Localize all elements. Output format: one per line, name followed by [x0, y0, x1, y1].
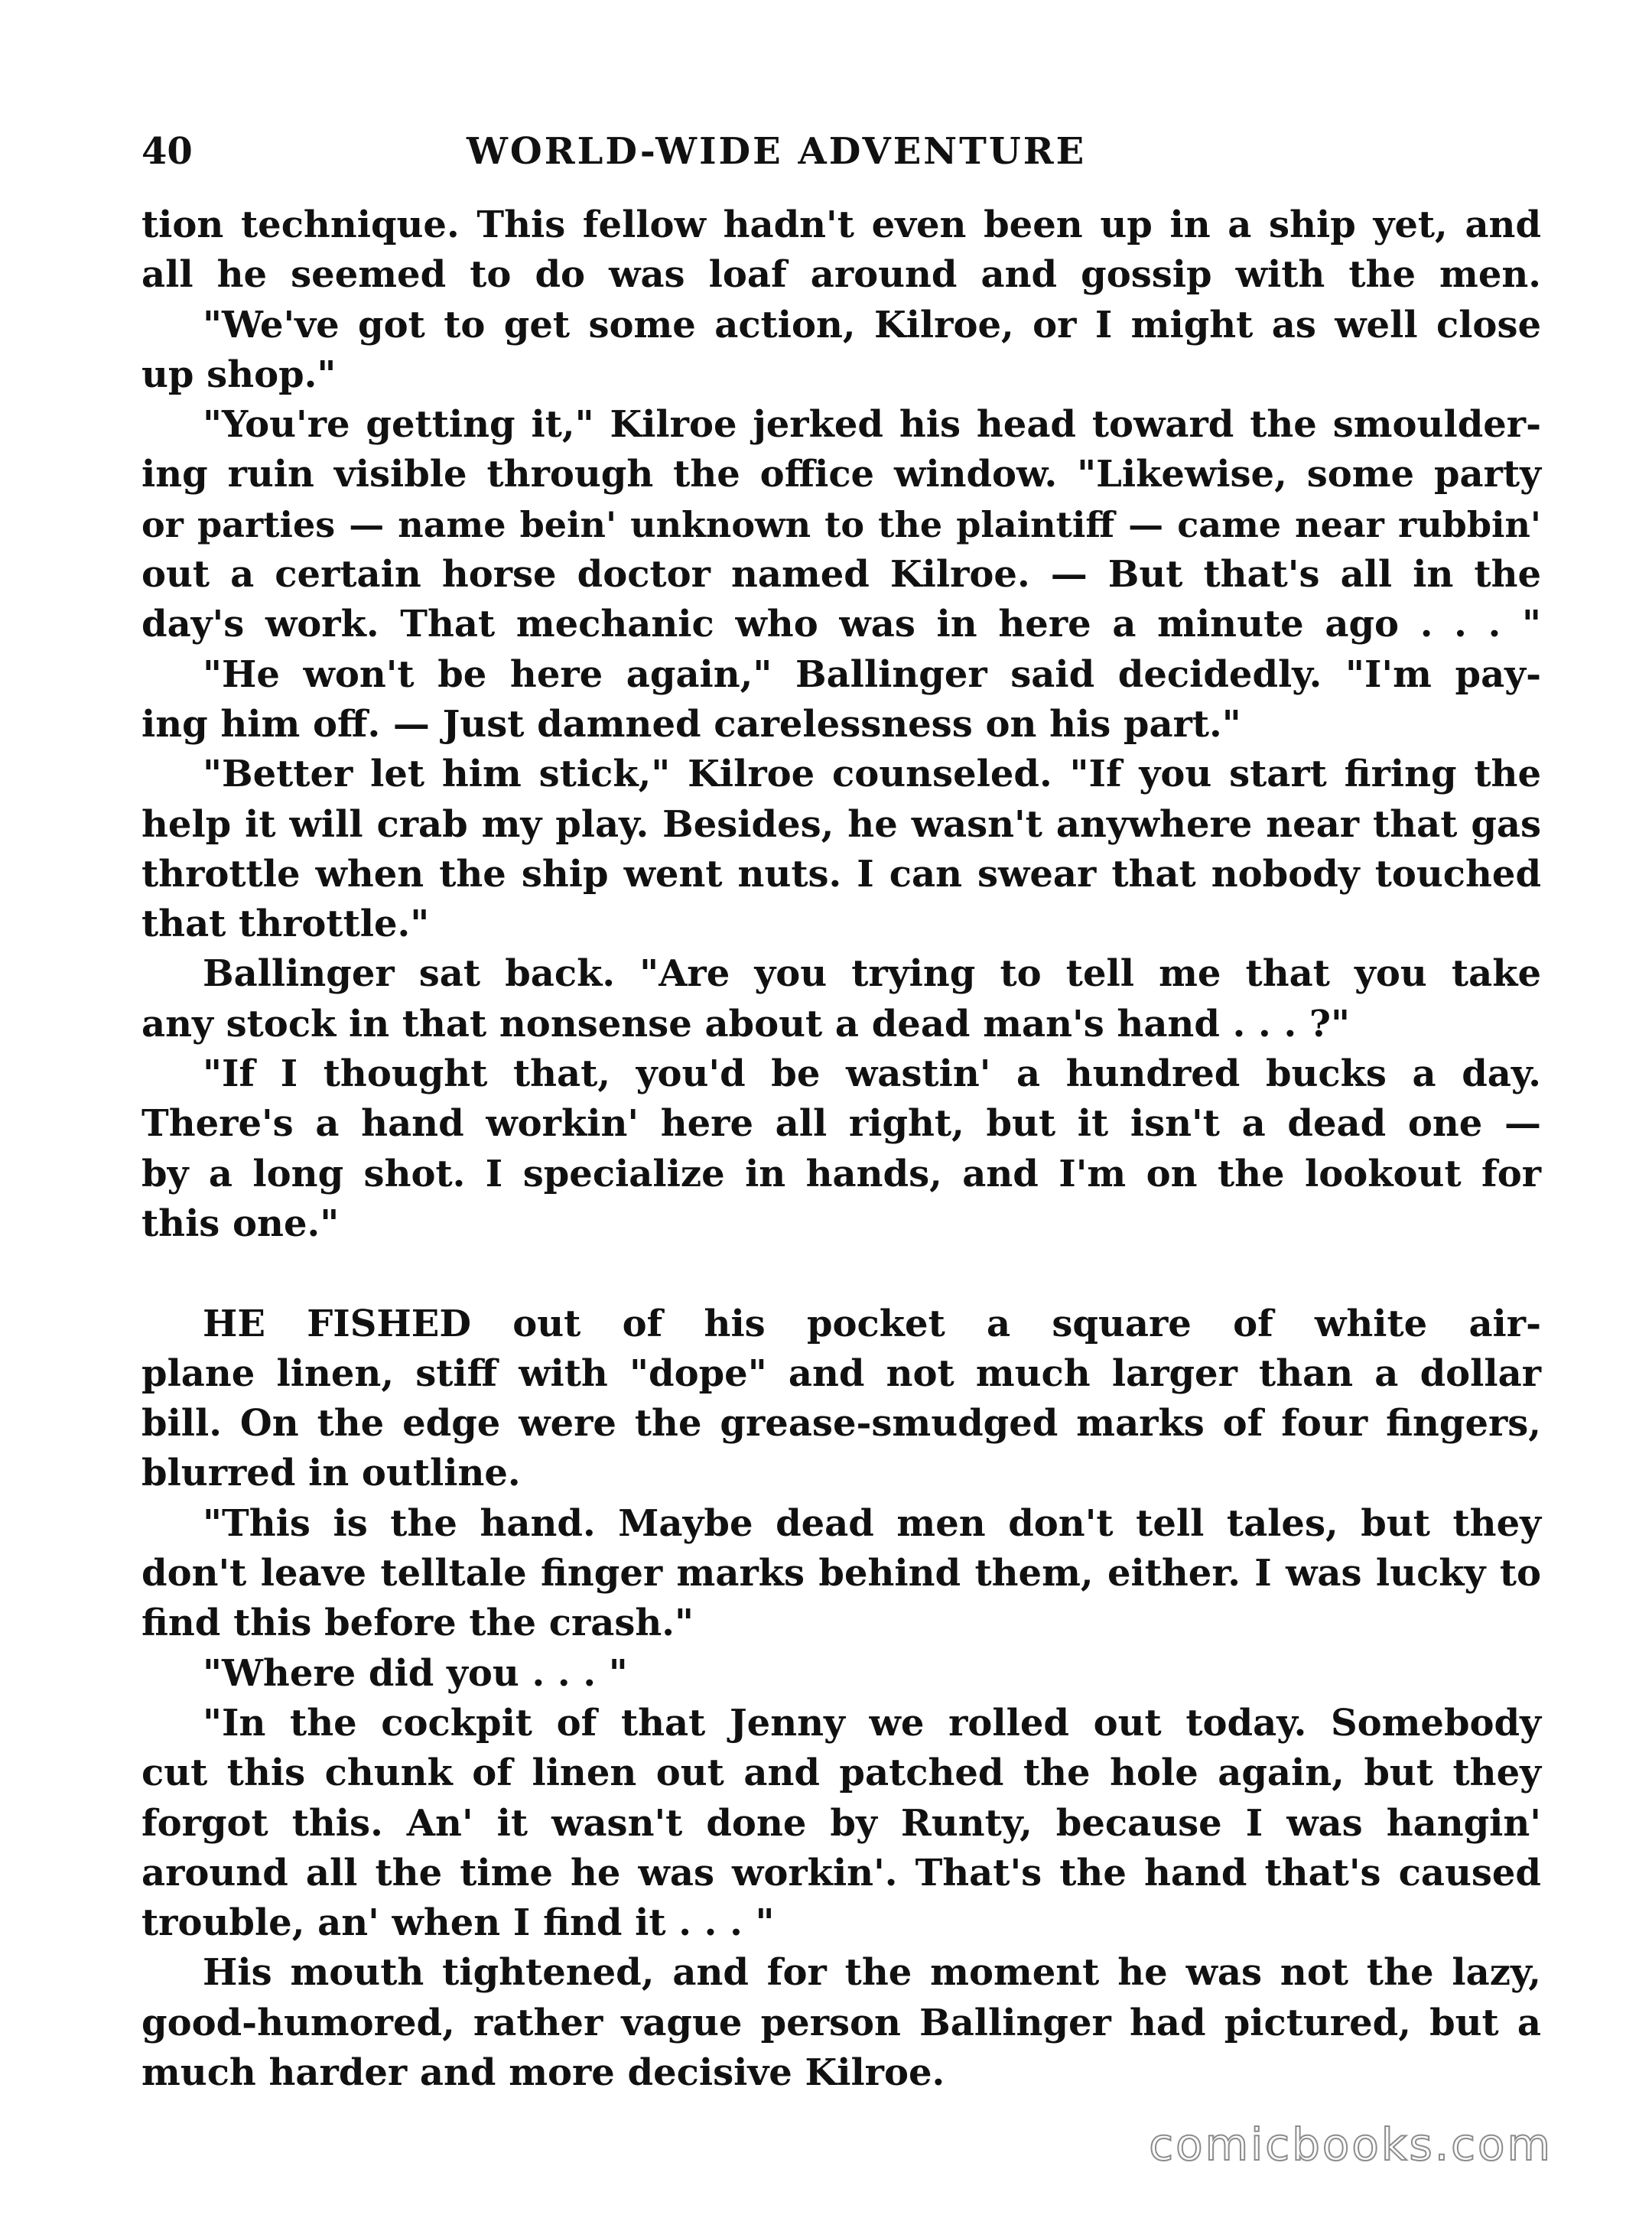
text-line: plane linen, stiff with "dope" and not much larger than a dollar [141, 1351, 1541, 1395]
text-line: "We've got to get some action, Kilroe, or I might as well close [203, 303, 1541, 346]
text-line: "Where did you . . . " [203, 1651, 628, 1695]
text-line: any stock in that nonsense about a dead man's hand . . . ?" [141, 1002, 1350, 1046]
text-line: "Better let him stick," Kilroe counseled. "If you start firing the [203, 753, 1541, 796]
text-line: cut this chunk of linen out and patched the hole again, but they [141, 1751, 1541, 1795]
text-line: around all the time he was workin'. That's the hand that's caused [141, 1851, 1541, 1894]
text-line: all he seemed to do was loaf around and gossip with the men. [141, 253, 1541, 297]
text-line: His mouth tightened, and for the moment he was not the lazy, [203, 1951, 1541, 1995]
watermark: comicbooks.com [1149, 2119, 1553, 2171]
text-line: good-humored, rather vague person Ballinger had pictured, but a [141, 2001, 1541, 2044]
text-line: out a certain horse doctor named Kilroe. — But that's all in the [141, 553, 1541, 597]
text-line: "This is the hand. Maybe dead men don't tell tales, but they [203, 1501, 1541, 1545]
text-line: Ballinger sat back. "Are you trying to tell me that you take [203, 952, 1541, 996]
text-line: find this before the crash." [141, 1602, 694, 1645]
text-line: much harder and more decisive Kilroe. [141, 2051, 945, 2094]
text-line: or parties — name bein' unknown to the plaintiff — came near rubbin' [141, 503, 1541, 545]
text-line: help it will crab my play. Besides, he wasn't anywhere near that gas [141, 802, 1541, 846]
text-line: "He won't be here again," Ballinger said decidedly. "I'm pay- [203, 652, 1541, 696]
text-line: that throttle." [141, 902, 430, 946]
page-header [141, 121, 1541, 182]
text-line: this one." [141, 1202, 340, 1245]
text-line: "If I thought that, you'd be wastin' a hundred bucks a day. [203, 1052, 1541, 1096]
text-line: tion technique. This fellow hadn't even been up in a ship yet, and [141, 203, 1541, 246]
text-line: forgot this. An' it wasn't done by Runty, because I was hangin' [141, 1801, 1541, 1845]
text-line: throttle when the ship went nuts. I can swear that nobody touched [141, 852, 1541, 896]
text-line: day's work. That mechanic who was in here a minute ago . . . " [141, 603, 1541, 646]
text-line: by a long shot. I specialize in hands, and I'm on the lookout for [141, 1152, 1541, 1195]
text-line: blurred in outline. [141, 1452, 521, 1495]
section-break [141, 1249, 1541, 1299]
body-text [141, 200, 1541, 2098]
text-line: There's a hand workin' here all right, but it isn't a dead one — [141, 1102, 1541, 1146]
text-line: "You're getting it," Kilroe jerked his head toward the smoulder- [203, 403, 1541, 447]
text-line: don't leave telltale finger marks behind them, either. I was lucky to [141, 1552, 1541, 1595]
text-line: up shop." [141, 353, 337, 396]
text-line: HE FISHED out of his pocket a square of white air- [203, 1302, 1541, 1345]
text-line: ing him off. — Just damned carelessness on his part." [141, 702, 1241, 746]
page-number: 40 [141, 130, 193, 173]
running-head: WORLD-WIDE ADVENTURE [467, 130, 1087, 173]
text-line: ing ruin visible through the office window. "Likewise, some party [141, 453, 1541, 496]
text-line: "In the cockpit of that Jenny we rolled out today. Somebody [203, 1701, 1541, 1745]
text-line: trouble, an' when I find it . . . " [141, 1901, 775, 1945]
text-line: bill. On the edge were the grease-smudged marks of four fingers, [141, 1402, 1541, 1446]
